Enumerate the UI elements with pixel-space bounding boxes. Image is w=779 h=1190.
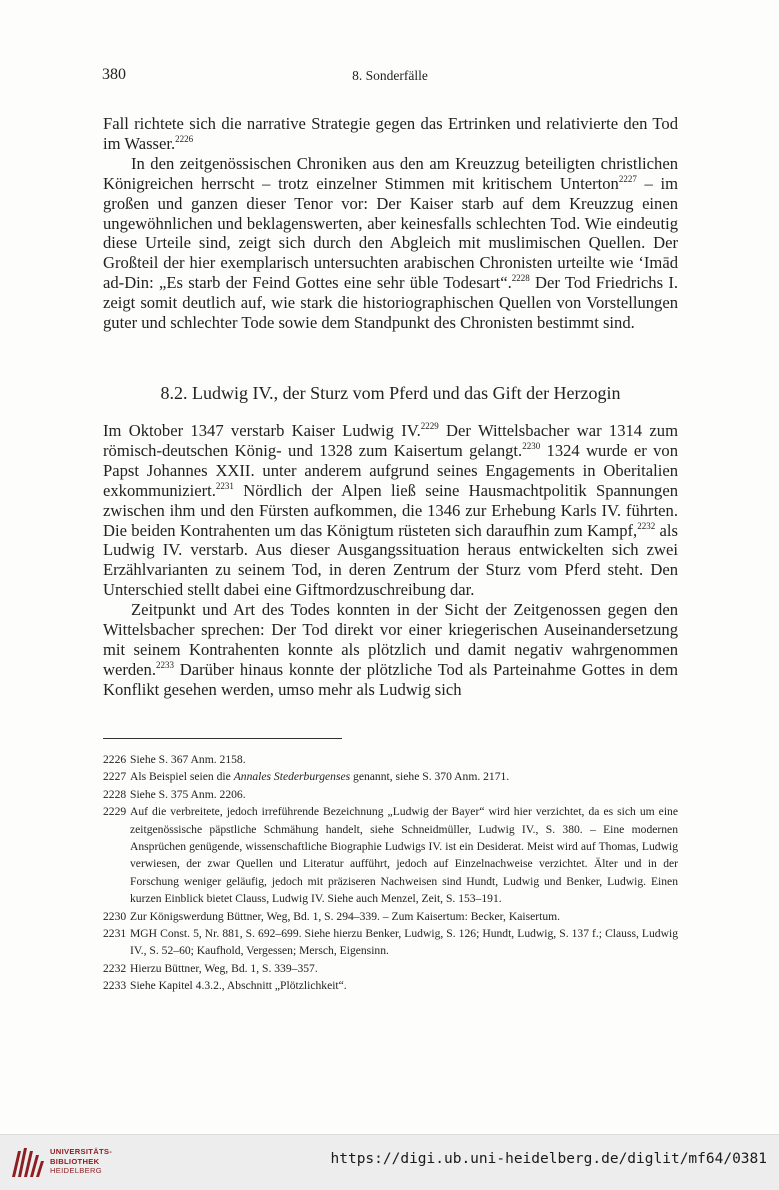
text-run: Darüber hinaus konnte der plötzliche Tod als Parteinahme Gottes in dem Konflikt gesehen werden, umso mehr als Ludwig sich — [103, 659, 678, 699]
footnote-text: MGH Const. 5, Nr. 881, S. 692–699. Siehe hierzu Benker, Ludwig, S. 126; Hundt, Ludwig, S. 137 f.; Clauss, Ludwig IV., S. 52–60; Kaufhold, Vergessen; Mersch, Eigensinn. — [130, 927, 678, 958]
footnote-text: Siehe Kapitel 4.3.2., Abschnitt „Plötzlichkeit“. — [130, 979, 347, 993]
footnote-text: Hierzu Büttner, Weg, Bd. 1, S. 339–357. — [130, 961, 318, 975]
footnote — [103, 803, 678, 907]
section-heading: 8.2. Ludwig IV., der Sturz vom Pferd und das Gift der Herzogin — [160, 383, 621, 403]
text-run: Fall richtete sich die narrative Strategie gegen das Ertrinken und relativierte den Tod im Wasser. — [103, 114, 678, 153]
source-title: Annales Stederburgenses — [233, 770, 351, 784]
footnote — [103, 925, 678, 960]
chapter-title: 8. Sonderfälle — [352, 68, 428, 83]
text-run: genannt, siehe S. 370 Anm. 2171. — [350, 770, 510, 784]
text-run: Als Beispiel seien die — [130, 770, 234, 784]
body-text-top — [103, 114, 678, 333]
library-logo[interactable] — [10, 1141, 125, 1183]
footnote — [103, 768, 678, 785]
footnote-ref[interactable]: 2233 — [155, 659, 174, 670]
logo-line: UNIVERSITÄTS- — [50, 1147, 113, 1156]
paragraph — [103, 421, 678, 600]
library-logo-text — [50, 1147, 112, 1176]
text-run: 1324 wurde er von Papst Johannes XXII. unter anderem aufgrund seines Engagements in Oberitalien exkommuniziert. — [103, 440, 679, 500]
footnote — [103, 751, 678, 768]
paragraph — [103, 114, 678, 154]
text-run: Zeitpunkt und Art des Todes konnten in der Sicht der Zeitgenossen gegen den Wittelsbacher sprechen: Der Tod direkt vor einer kriegerischen Auseinandersetzung mit seinem Kontrahenten konnte als plötzlich und damit negativ wahrgenommen werden. — [103, 600, 678, 679]
footnote — [103, 960, 678, 977]
footnotes — [103, 751, 678, 995]
footnote-divider — [103, 738, 342, 739]
text-run: Der Wittelsbacher war 1314 zum römisch-deutschen König- und 1328 zum Kaisertum gelangt. — [103, 421, 678, 460]
paragraph — [103, 154, 678, 333]
paragraph — [103, 600, 678, 700]
footnote-ref[interactable]: 2226 — [175, 133, 194, 144]
footnote — [103, 977, 678, 994]
logo-line: BIBLIOTHEK — [50, 1156, 100, 1166]
footnote-number: 2229 — [103, 805, 127, 819]
footnote-number: 2232 — [103, 961, 127, 975]
footnote-text — [130, 768, 678, 785]
footnote-number: 2230 — [103, 909, 127, 923]
text-run: Nördlich der Alpen ließ seine Hausmachtpolitik Spannungen zwischen ihm und den Fürsten aufkommen, die 1346 zur Erhebung Karls IV. führten. Die beiden Kontrahenten um das Königtum rüsteten sich daraufhin zum Kampf, — [103, 480, 678, 540]
viewer-footer — [0, 1134, 779, 1190]
footnote-text: Auf die verbreitete, jedoch irreführende Bezeichnung „Ludwig der Bayer“ wird hier verzichtet, da es sich um eine zeitgenössische päpstliche Schmähung handelt, siehe Schneidmüller, Ludwig IV., S. 380. – Eine modernen Ansprüchen genügende, wissenschaftliche Biographie Ludwigs IV. ist ein Desiderat. Meist wird auf Thomas, Ludwig verwiesen, der zwar Quellen und Literatur aufführt, jedoch auf Einzelnachweise verzichtet. Älter und in der Forschung weniger geläufig, jedoch mit präziseren Nachweisen sind Hundt, Ludwig und Benker, Ludwig. Einen kurzen Einblick bietet Clauss, Ludwig IV. Siehe auch Menzel, Zeit, S. 153–191. — [130, 805, 678, 906]
text-run: Der Tod Friedrichs I. zeigt somit deutlich auf, wie stark die historiographischen Quellen von Vorstellungen guter und schlechter Tode sowie dem Standpunkt des Chronisten bestimmt sind. — [103, 273, 678, 333]
text-run: als Ludwig IV. verstarb. Aus dieser Ausgangssituation heraus entwickelten sich zwei Erzählvarianten zu seinem Tod, in deren Zentrum der Sturz vom Pferd steht. Den Unterschied stellt dabei eine Giftmordzuschreibung dar. — [103, 520, 678, 600]
footnote-number: 2227 — [103, 770, 127, 784]
footnote-ref[interactable]: 2228 — [511, 273, 530, 284]
footnote-text: Zur Königswerdung Büttner, Weg, Bd. 1, S. 294–339. – Zum Kaisertum: Becker, Kaisertum. — [130, 909, 561, 923]
page-number: 380 — [102, 66, 126, 83]
footnote — [103, 786, 678, 803]
body-text-section — [103, 421, 678, 700]
logo-line: HEIDELBERG — [50, 1166, 102, 1175]
text-run: In den zeitgenössischen Chroniken aus den am Kreuzzug beteiligten christlichen Königreichen herrscht – trotz einzelner Stimmen mit kritischem Unterton — [103, 153, 678, 193]
library-logo-icon — [10, 1145, 46, 1179]
permalink-url[interactable]: https://digi.ub.uni-heidelberg.de/diglit/mf64/0381 — [330, 1151, 767, 1167]
text-run: – im großen und ganzen dieser Tenor vor: Der Kaiser starb auf dem Kreuzzug einen ungewöhnlichen und beklagenswerten, aber keinesfalls schlechten Tod. Wie eindeutig diese Urteile sind, zeigt sich durch den Abgleich mit muslimischen Quellen. Der Großteil der hier exemplarisch untersuchten arabischen Chronisten urteilte wie ‘Imād ad-Din: „Es starb der Feind Gottes eine sehr üble Todesart“. — [103, 173, 678, 293]
footnote-ref[interactable]: 2227 — [618, 173, 637, 184]
footnote — [103, 908, 678, 925]
footnote-number: 2231 — [103, 927, 127, 941]
footnote-ref[interactable]: 2232 — [637, 520, 656, 531]
footnote-number: 2233 — [103, 979, 127, 993]
footnote-text: Siehe S. 375 Anm. 2206. — [130, 787, 246, 801]
footnote-ref[interactable]: 2229 — [420, 421, 439, 431]
running-head — [102, 66, 678, 88]
footnote-number: 2228 — [103, 787, 127, 801]
footnote-number: 2226 — [103, 753, 127, 766]
footnote-ref[interactable]: 2230 — [522, 440, 541, 451]
footnote-text: Siehe S. 367 Anm. 2158. — [130, 753, 246, 766]
footnote-ref[interactable]: 2231 — [215, 480, 234, 491]
text-run: Im Oktober 1347 verstarb Kaiser Ludwig IV. — [103, 421, 421, 440]
